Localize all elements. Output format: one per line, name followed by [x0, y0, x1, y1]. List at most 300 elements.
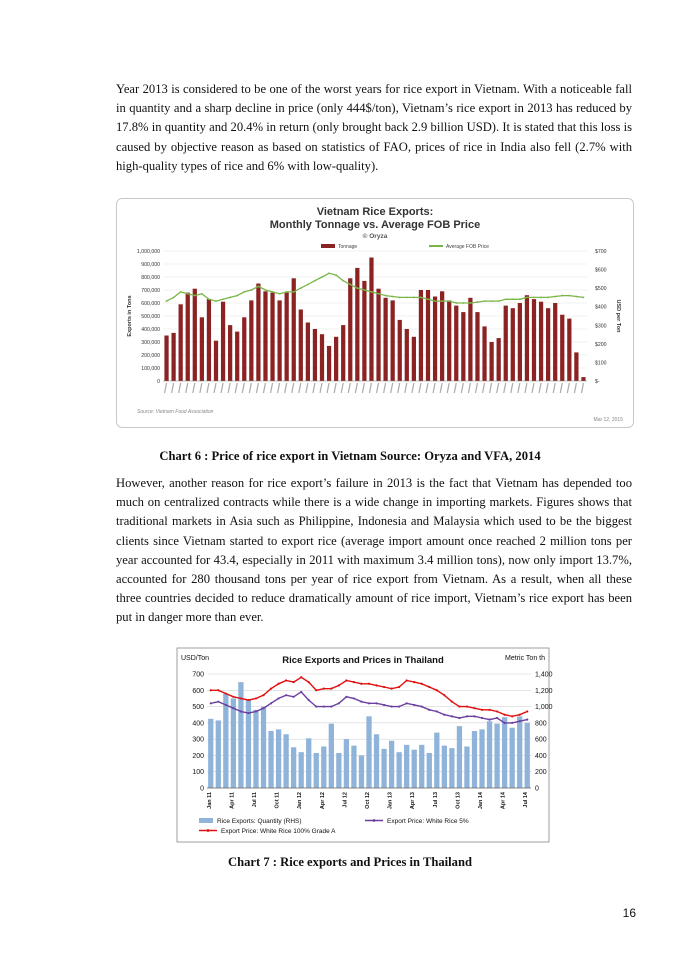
fob-price-point [243, 291, 245, 293]
white-rice-5-point [466, 715, 468, 717]
white-rice-100-point [488, 709, 490, 711]
tonnage-bar [348, 278, 352, 381]
white-rice-5-point [443, 714, 445, 716]
y-tick-label: 200,000 [141, 353, 160, 359]
x-tick-label: Jan 11 [206, 792, 213, 809]
tonnage-bar [454, 306, 458, 381]
quantity-bar [231, 698, 236, 788]
quantity-bar [329, 724, 334, 788]
tonnage-bar [539, 302, 543, 381]
tonnage-bar [504, 306, 508, 381]
y-tick-label: 100 [192, 769, 204, 777]
fob-price-point [356, 287, 358, 289]
x-tick-mark [461, 383, 463, 393]
white-rice-100-point [481, 709, 483, 711]
white-rice-5-point [391, 705, 393, 707]
quantity-bar [359, 755, 364, 788]
white-rice-100-point [217, 689, 219, 691]
y2-tick-label: 200 [535, 769, 547, 777]
white-rice-100-point [458, 705, 460, 707]
tonnage-bar [221, 302, 225, 381]
white-rice-100-point [308, 681, 310, 683]
caption-chart-7: Chart 7 : Rice exports and Prices in Thailand [228, 855, 472, 869]
fob-price-point [484, 300, 486, 302]
quantity-bar [291, 747, 296, 788]
tonnage-bar [256, 284, 260, 382]
x-tick-mark [172, 383, 174, 393]
x-tick-mark [518, 383, 520, 393]
fob-price-point [314, 280, 316, 282]
fob-price-point [399, 297, 401, 299]
white-rice-5-point [323, 705, 325, 707]
fob-price-point [321, 276, 323, 278]
white-rice-5-point [368, 702, 370, 704]
white-rice-5-point [383, 704, 385, 706]
x-tick-mark [292, 383, 294, 393]
y2-tick-label: $400 [595, 304, 607, 311]
fob-price-point [554, 296, 556, 298]
tonnage-bar [277, 300, 281, 381]
fob-price-point [180, 291, 182, 293]
fob-price-point [498, 300, 500, 302]
y-axis-unit: USD/Ton [181, 655, 210, 662]
white-rice-100-point [360, 683, 362, 685]
quantity-bar [487, 721, 492, 788]
legend-100pct-marker [207, 829, 210, 832]
fob-price-point [413, 297, 415, 299]
x-tick-mark [426, 383, 428, 393]
fob-price-point [491, 300, 493, 302]
fob-price-point [462, 302, 464, 304]
fob-price-point [258, 285, 260, 287]
chart-thailand-rice [177, 648, 553, 842]
legend-tonnage-label: Tonnage [338, 244, 358, 250]
y-tick-label: 0 [157, 379, 160, 385]
quantity-bar [344, 739, 349, 788]
white-rice-5-point [526, 719, 528, 721]
white-rice-5-point [308, 699, 310, 701]
tonnage-bar [313, 329, 317, 381]
fob-price-point [272, 291, 274, 293]
quantity-bar [366, 716, 371, 788]
quantity-bar [464, 746, 469, 788]
tonnage-bar [171, 333, 175, 381]
white-rice-100-point [375, 684, 377, 686]
quantity-bar [419, 745, 424, 788]
fob-price-point [583, 297, 585, 299]
tonnage-bar [426, 290, 430, 381]
fob-price-point [215, 300, 217, 302]
white-rice-5-point [293, 696, 295, 698]
white-rice-100-point [262, 694, 264, 696]
y-tick-label: 1,000,000 [136, 249, 160, 255]
x-tick-mark [214, 383, 216, 393]
fob-price-point [222, 298, 224, 300]
y2-tick-label: $100 [595, 360, 607, 367]
tonnage-bar [242, 317, 246, 381]
tonnage-bar [581, 377, 585, 381]
fob-price-point [229, 297, 231, 299]
x-tick-mark [377, 383, 379, 393]
x-tick-mark [574, 383, 576, 393]
tonnage-bar [299, 310, 303, 382]
white-rice-100-point [210, 689, 212, 691]
x-tick-label: Jan 12 [297, 792, 304, 810]
white-rice-5-point [406, 702, 408, 704]
fob-price-point [173, 297, 175, 299]
x-tick-mark [447, 383, 449, 393]
fob-price-point [342, 280, 344, 282]
fob-price-point [533, 297, 535, 299]
white-rice-5-point [247, 712, 249, 714]
white-rice-100-point [466, 705, 468, 707]
white-rice-100-point [330, 688, 332, 690]
fob-price-point [194, 295, 196, 297]
quantity-bar [253, 710, 258, 788]
tonnage-bar [263, 291, 267, 381]
y2-tick-label: 1,400 [535, 671, 553, 679]
x-tick-mark [165, 383, 167, 393]
tonnage-bar [511, 308, 515, 381]
tonnage-bar [489, 342, 493, 381]
tonnage-bar [179, 304, 183, 381]
tonnage-bar [270, 293, 274, 381]
white-rice-5-point [225, 704, 227, 706]
x-tick-mark [440, 383, 442, 393]
x-tick-mark [327, 383, 329, 393]
white-rice-100-point [247, 699, 249, 701]
x-tick-mark [313, 383, 315, 393]
fob-price-point [519, 298, 521, 300]
fob-price-point [470, 302, 472, 304]
fob-price-point [568, 295, 570, 297]
white-rice-100-point [519, 714, 521, 716]
legend-100pct-label: Export Price: White Rice 100% Grade A [221, 828, 336, 835]
tonnage-bar [419, 290, 423, 381]
x-tick-mark [546, 383, 548, 393]
quantity-bar [283, 734, 288, 788]
white-rice-100-point [511, 715, 513, 717]
x-tick-label: Jul 13 [432, 792, 439, 808]
quantity-bar [374, 734, 379, 788]
x-tick-mark [200, 383, 202, 393]
tonnage-bar [440, 291, 444, 381]
x-tick-mark [532, 383, 534, 393]
quantity-bar [208, 719, 213, 788]
fob-price-point [293, 291, 295, 293]
fob-price-point [307, 284, 309, 286]
fob-price-point [166, 300, 168, 302]
y-tick-label: 500 [192, 704, 204, 712]
white-rice-5-point [473, 715, 475, 717]
legend-tonnage-swatch [321, 244, 335, 248]
fob-price-point [265, 289, 267, 291]
legend-price-label: Average FOB Price [446, 244, 489, 250]
white-rice-5-point [240, 710, 242, 712]
white-rice-100-point [255, 697, 257, 699]
tonnage-bar [532, 299, 536, 381]
x-tick-mark [384, 383, 386, 393]
y2-tick-label: $500 [595, 286, 607, 293]
x-tick-mark [567, 383, 569, 393]
chart-title: Rice Exports and Prices in Thailand [282, 655, 444, 666]
x-tick-mark [412, 383, 414, 393]
tonnage-bar [447, 300, 451, 381]
y-tick-label: 700 [192, 671, 204, 679]
white-rice-5-point [451, 715, 453, 717]
x-tick-label: Apr 12 [319, 792, 326, 810]
x-tick-mark [560, 383, 562, 393]
quantity-bar [510, 728, 515, 788]
y2-tick-label: 800 [535, 720, 547, 728]
x-tick-mark [334, 383, 336, 393]
white-rice-5-point [496, 717, 498, 719]
white-rice-5-point [421, 705, 423, 707]
white-rice-100-point [391, 688, 393, 690]
quantity-bar [404, 745, 409, 788]
quantity-bar [321, 746, 326, 788]
tonnage-bar [553, 303, 557, 381]
quantity-bar [517, 716, 522, 788]
white-rice-100-point [406, 679, 408, 681]
white-rice-5-point [270, 702, 272, 704]
x-tick-mark [207, 383, 209, 393]
tonnage-bar [475, 312, 479, 381]
x-tick-label: Apr 11 [229, 792, 236, 809]
white-rice-100-point [473, 707, 475, 709]
fob-price-point [448, 300, 450, 302]
quantity-bar [351, 746, 356, 788]
tonnage-bar [398, 320, 402, 381]
fob-price-point [385, 295, 387, 297]
white-rice-5-point [300, 691, 302, 693]
quantity-bar [397, 752, 402, 788]
x-tick-label: Jan 14 [478, 792, 485, 810]
white-rice-100-point [277, 683, 279, 685]
y-tick-label: 300,000 [141, 340, 160, 346]
x-tick-mark [511, 383, 513, 393]
white-rice-5-point [353, 697, 355, 699]
quantity-bar [502, 717, 507, 788]
white-rice-5-point [217, 701, 219, 703]
tonnage-bar [249, 300, 253, 381]
fob-price-point [406, 297, 408, 299]
y2-tick-label: 1,200 [535, 687, 553, 695]
fob-price-point [455, 302, 457, 304]
white-rice-100-point [345, 679, 347, 681]
x-tick-mark [398, 383, 400, 393]
x-tick-label: Oct 13 [455, 792, 462, 809]
x-tick-label: Jul 11 [251, 792, 258, 808]
chart-title: Vietnam Rice Exports: [316, 206, 434, 218]
x-tick-label: Apr 13 [410, 792, 417, 810]
x-tick-mark [419, 383, 421, 393]
white-rice-100-point [323, 688, 325, 690]
white-rice-5-point [398, 705, 400, 707]
tonnage-bar [546, 308, 550, 381]
tonnage-bar [285, 293, 289, 381]
white-rice-5-point [375, 702, 377, 704]
white-rice-100-point [428, 686, 430, 688]
y2-tick-label: 1,000 [535, 704, 553, 712]
white-rice-5-point [360, 701, 362, 703]
x-tick-mark [242, 383, 244, 393]
x-tick-mark [362, 383, 364, 393]
y-tick-label: 600,000 [141, 301, 160, 307]
x-tick-mark [221, 383, 223, 393]
chart-date-note: Mar 12, 2015 [593, 417, 623, 423]
x-tick-label: Jul 12 [342, 792, 349, 808]
white-rice-5-point [338, 702, 340, 704]
white-rice-5-point [255, 710, 257, 712]
tonnage-bar [355, 268, 359, 381]
tonnage-bar [461, 312, 465, 381]
fob-price-point [328, 272, 330, 274]
white-rice-100-point [240, 697, 242, 699]
white-rice-5-point [504, 722, 506, 724]
chart-copyright: © Oryza [362, 233, 388, 240]
quantity-bar [261, 707, 266, 788]
white-rice-5-point [488, 719, 490, 721]
x-tick-mark [193, 383, 195, 393]
tonnage-bar [193, 289, 197, 381]
tonnage-bar [369, 258, 373, 382]
x-tick-mark [497, 383, 499, 393]
tonnage-bar [327, 346, 331, 381]
y-tick-label: 700,000 [141, 288, 160, 294]
x-tick-mark [320, 383, 322, 393]
tonnage-bar [228, 325, 232, 381]
white-rice-5-point [210, 702, 212, 704]
tonnage-bar [405, 329, 409, 381]
y2-tick-label: $600 [595, 267, 607, 274]
x-tick-mark [468, 383, 470, 393]
x-tick-mark [355, 383, 357, 393]
tonnage-bar [376, 289, 380, 381]
y-tick-label: 400 [192, 720, 204, 728]
x-tick-mark [263, 383, 265, 393]
quantity-bar [389, 741, 394, 788]
x-tick-label: Oct 12 [365, 792, 371, 809]
chart-subtitle: Monthly Tonnage vs. Average FOB Price [269, 219, 481, 231]
quantity-bar [268, 731, 273, 788]
chart-source: Source: Vietnam Food Association [137, 409, 214, 415]
fob-price-point [208, 298, 210, 300]
x-tick-mark [306, 383, 308, 393]
tonnage-bar [383, 298, 387, 381]
quantity-bar [472, 731, 477, 788]
white-rice-5-point [232, 707, 234, 709]
thailand-chart-svg [177, 648, 553, 842]
white-rice-100-point [413, 681, 415, 683]
x-tick-mark [581, 383, 583, 393]
tonnage-bar [497, 338, 501, 381]
x-tick-mark [490, 383, 492, 393]
x-tick-mark [454, 383, 456, 393]
fob-price-point [576, 296, 578, 298]
fob-price-point [201, 293, 203, 295]
x-tick-mark [278, 383, 280, 393]
fob-price-point [540, 297, 542, 299]
x-tick-mark [553, 383, 555, 393]
white-rice-100-point [496, 710, 498, 712]
legend-quantity-label: Rice Exports: Quantity (RHS) [217, 818, 302, 825]
y-axis-title: Exports in Tons [127, 295, 133, 337]
tonnage-bar [292, 278, 296, 381]
white-rice-100-point [443, 694, 445, 696]
quantity-bar [479, 729, 484, 788]
white-rice-100-point [270, 688, 272, 690]
y-tick-label: 500,000 [141, 314, 160, 320]
x-tick-mark [256, 383, 258, 393]
white-rice-100-point [300, 676, 302, 678]
white-rice-100-point [338, 684, 340, 686]
fob-price-point [364, 289, 366, 291]
y2-axis-title: USD per Ton [615, 299, 621, 333]
fob-price-point [335, 274, 337, 276]
white-rice-5-point [511, 722, 513, 724]
x-tick-mark [525, 383, 527, 393]
fob-price-point [512, 298, 514, 300]
x-tick-mark [405, 383, 407, 393]
paragraph-rice-export-2013: Year 2013 is considered to be one of the worst years for rice export in Vietnam. With a noticeable fall in quantity and a sharp decline in price (only 444$/ton), Vietnam’s rice export in 2013 has reduced by 17.8% in quantity and 20.4% in return (only brought back 2.9 billion USD). It is stated that this loss is caused by objective reason as based on statistics of FAO, prices of rice in India also fell (2.7% with high-quality types of rice and 6% with low-quality). [116, 82, 632, 173]
white-rice-100-point [368, 683, 370, 685]
white-rice-5-point [481, 717, 483, 719]
white-rice-100-point [285, 679, 287, 681]
fob-price-point [392, 296, 394, 298]
x-tick-mark [228, 383, 230, 393]
x-tick-mark [249, 383, 251, 393]
caption-chart-6: Chart 6 : Price of rice export in Vietnam Source: Oryza and VFA, 2014 [159, 449, 541, 463]
y2-axis-unit: Metric Ton th [505, 655, 545, 662]
x-tick-mark [483, 383, 485, 393]
fob-price-point [561, 295, 563, 297]
quantity-bar [412, 750, 417, 788]
x-tick-mark [391, 383, 393, 393]
tonnage-bar [214, 341, 218, 381]
fob-price-point [236, 295, 238, 297]
x-tick-label: Apr 14 [500, 792, 507, 810]
fob-price-point [547, 297, 549, 299]
quantity-bar [434, 733, 439, 788]
x-tick-mark [341, 383, 343, 393]
white-rice-100-point [526, 710, 528, 712]
legend-5pct-label: Export Price: White Rice 5% [387, 818, 469, 825]
tonnage-bar [433, 297, 437, 382]
y-tick-label: 900,000 [141, 262, 160, 268]
white-rice-100-point [436, 689, 438, 691]
fob-price-point [286, 291, 288, 293]
white-rice-100-point [315, 689, 317, 691]
fob-price-point [505, 298, 507, 300]
fob-price-line [167, 273, 584, 303]
white-rice-5-point [285, 694, 287, 696]
tonnage-bar [560, 315, 564, 381]
x-tick-mark [179, 383, 181, 393]
white-rice-5-point [277, 697, 279, 699]
quantity-bar [314, 753, 319, 788]
tonnage-bar [164, 336, 168, 382]
tonnage-bar [186, 293, 190, 381]
quantity-bar [449, 748, 454, 788]
white-rice-100-point [421, 683, 423, 685]
fob-price-point [434, 300, 436, 302]
y-tick-label: 0 [200, 785, 204, 793]
tonnage-bar [468, 298, 472, 381]
x-tick-mark [235, 383, 237, 393]
tonnage-bar [391, 300, 395, 381]
x-tick-mark [539, 383, 541, 393]
